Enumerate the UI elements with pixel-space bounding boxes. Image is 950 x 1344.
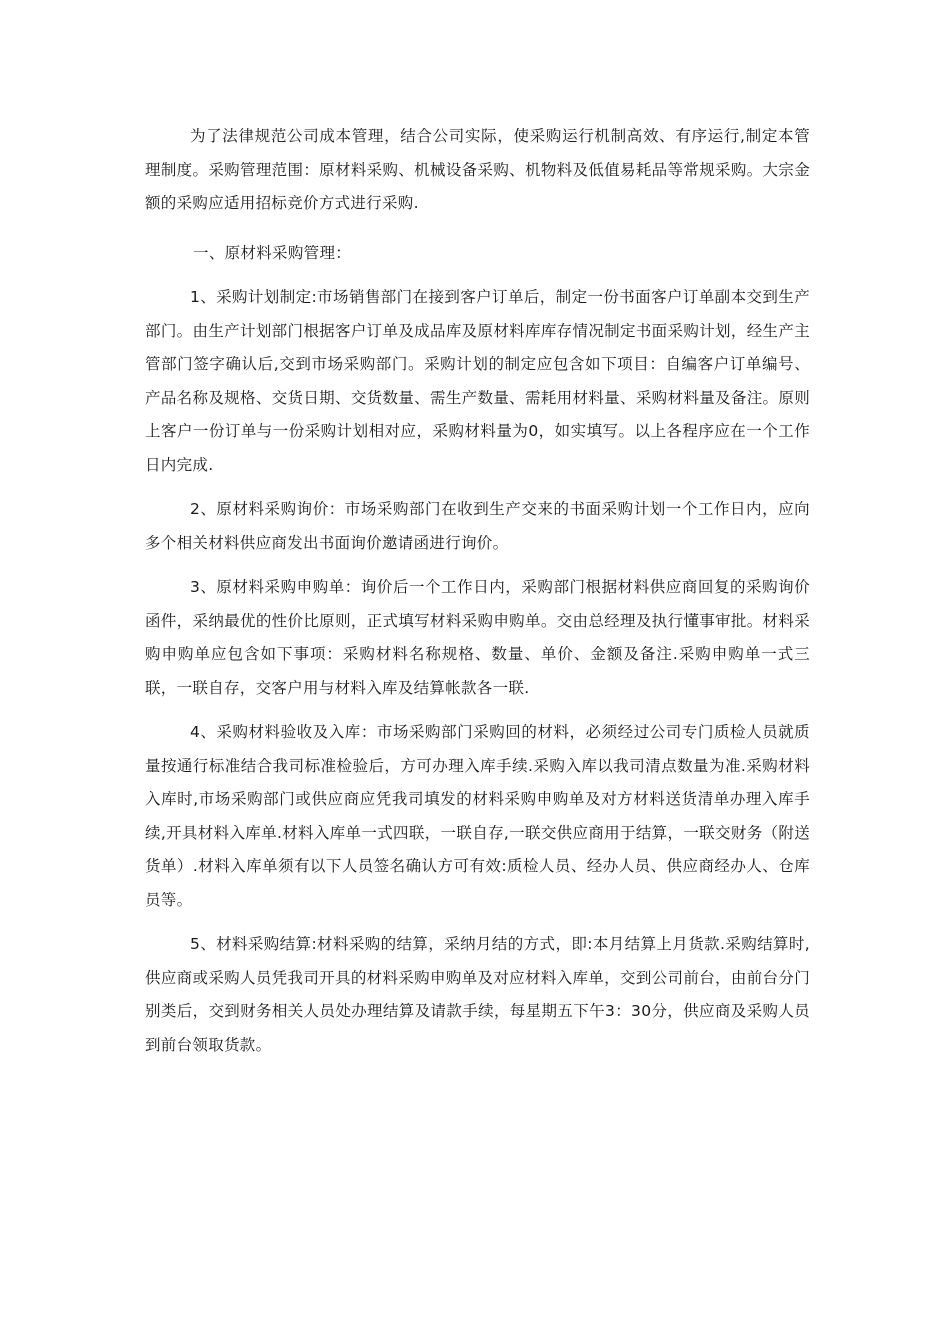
clause-3-paragraph: 3、原材料采购申购单：询价后一个工作日内，采购部门根据材料供应商回复的采购询价函件，采纳最优的性价比原则，正式填写材料采购申购单。交由总经理及执行懂事审批。材料采购申购单应包含如下事项：采购材料名称规格、数量、单价、金额及备注.采购申购单一式三联，一联自存，交客户用与材料入库及结算帐款各一联. bbox=[145, 578, 810, 697]
intro-paragraph: 为了法律规范公司成本管理，结合公司实际，使采购运行机制高效、有序运行,制定本管理制度。采购管理范围：原材料采购、机械设备采购、机物料及低值易耗品等常规采购。大宗金额的采购应适用招标竞价方式进行采购. bbox=[145, 127, 810, 212]
clause-2-paragraph: 2、原材料采购询价：市场采购部门在收到生产交来的书面采购计划一个工作日内，应向多个相关材料供应商发出书面询价邀请函进行询价。 bbox=[145, 500, 810, 552]
document-body bbox=[145, 120, 810, 1062]
clause-5-paragraph: 5、材料采购结算:材料采购的结算，采纳月结的方式，即:本月结算上月货款.采购结算时,供应商或采购人员凭我司开具的材料采购申购单及对应材料入库单，交到公司前台，由前台分门别类后，交到财务相关人员处办理结算及请款手续，每星期五下午3：30分，供应商及采购人员到前台领取货款。 bbox=[145, 935, 810, 1054]
clause-1-paragraph: 1、采购计划制定:市场销售部门在接到客户订单后，制定一份书面客户订单副本交到生产部门。由生产计划部门根据客户订单及成品库及原材料库库存情况制定书面采购计划，经生产主管部门签字确认后,交到市场采购部门。采购计划的制定应包含如下项目：自编客户订单编号、产品名称及规格、交货日期、交货数量、需生产数量、需耗用材料量、采购材料量及备注。原则上客户一份订单与一份采购计划相对应，采购材料量为0，如实填写。以上各程序应在一个工作日内完成. bbox=[145, 288, 810, 474]
clause-4-paragraph: 4、采购材料验收及入库：市场采购部门采购回的材料，必须经过公司专门质检人员就质量按通行标准结合我司标准检验后，方可办理入库手续.采购入库以我司清点数量为准.采购材料入库时,市场采购部门或供应商应凭我司填发的材料采购申购单及对方材料送货清单办理入库手续,开具材料入库单.材料入库单一式四联，一联自存,一联交供应商用于结算，一联交财务（附送货单）.材料入库单须有以下人员签名确认方可有效:质检人员、经办人员、供应商经办人、仓库员等。 bbox=[145, 723, 810, 909]
section-heading: 一、原材料采购管理： bbox=[193, 243, 352, 262]
